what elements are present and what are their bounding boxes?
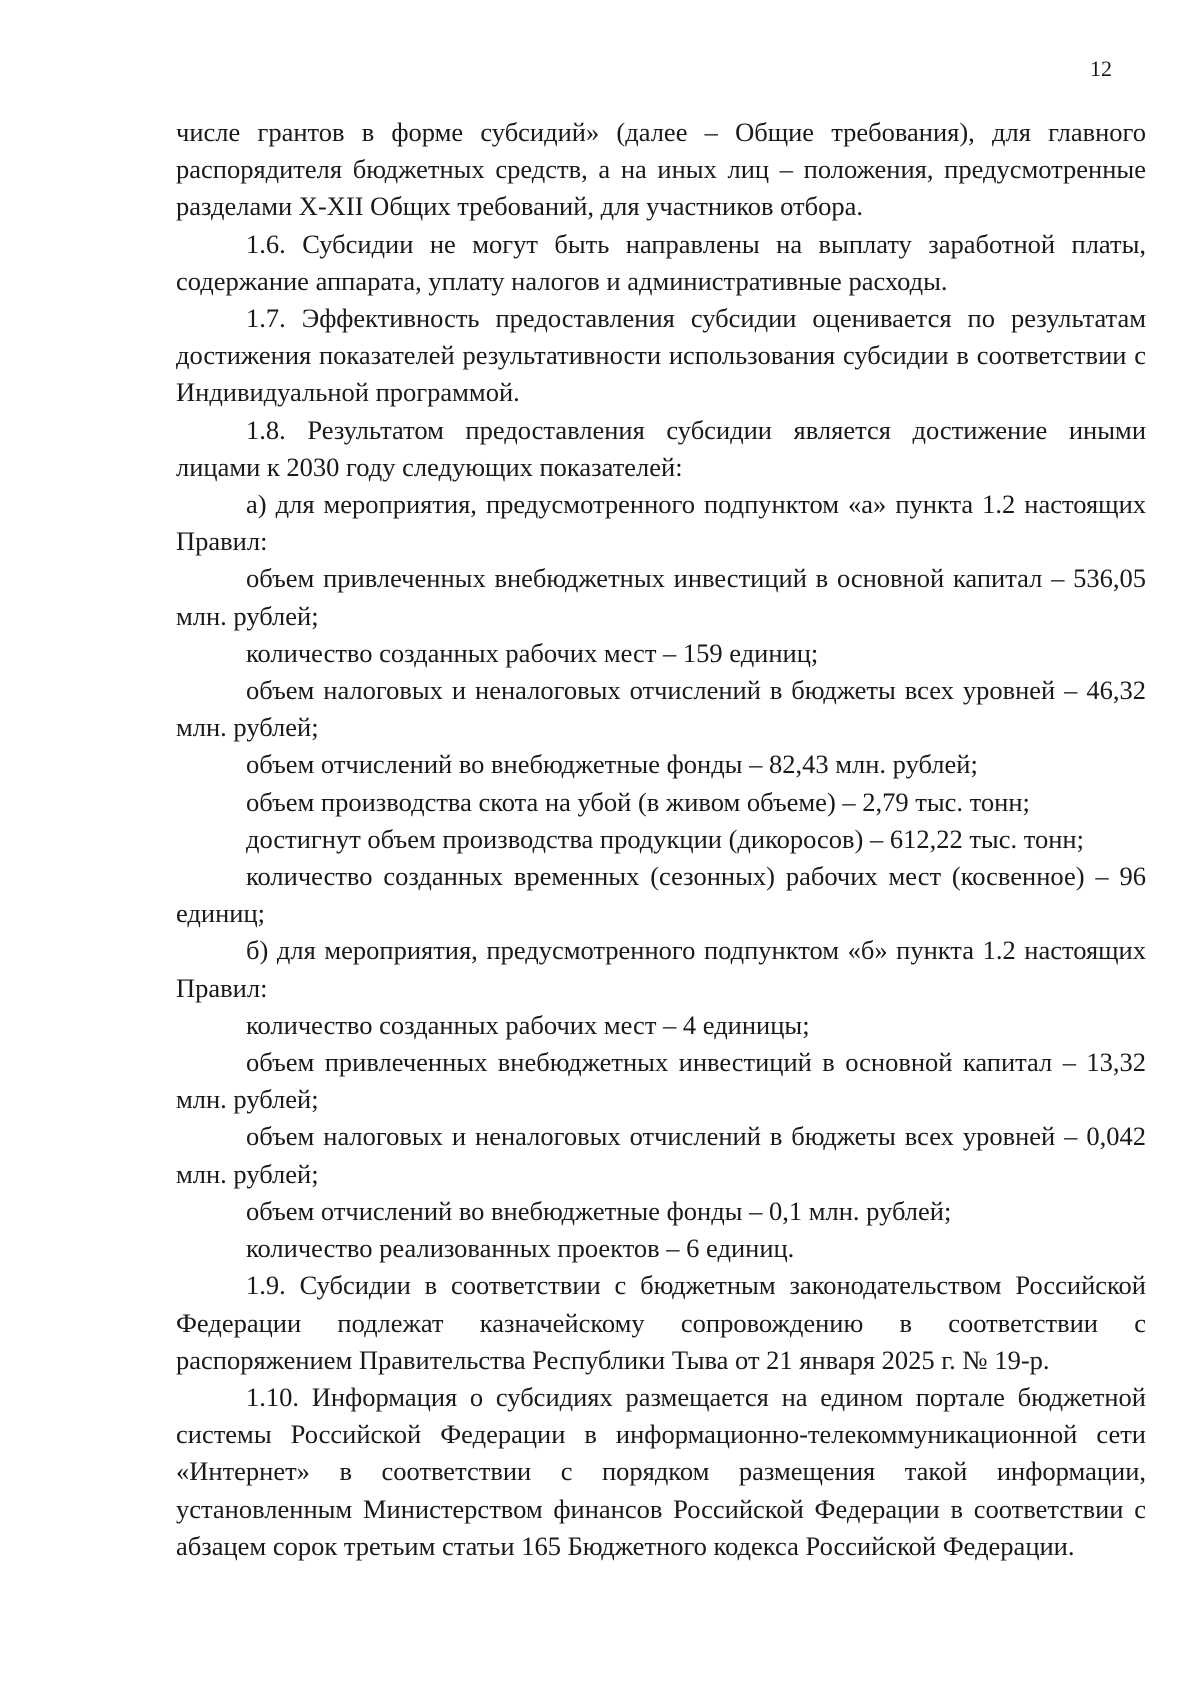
subitem-a-heading: а) для мероприятия, предусмотренного подпунктом «а» пункта 1.2 настоящих Правил:	[176, 489, 1146, 557]
subitem-b-heading: б) для мероприятия, предусмотренного подпунктом «б» пункта 1.2 настоящих Правил:	[176, 935, 1146, 1003]
page-number: 12	[1090, 56, 1112, 81]
indicator-item: объем отчислений во внебюджетные фонды – 0,1 млн. рублей;	[246, 1195, 952, 1226]
indicator-item: объем налоговых и неналоговых отчислений в бюджеты всех уровней – 46,32 млн. рублей;	[176, 675, 1146, 743]
paragraph-1-7: 1.7. Эффективность предоставления субсидии оценивается по результатам достижения показателей результативности использования субсидии в соответствии с Индивидуальной программой.	[176, 303, 1146, 408]
indicator-item: количество созданных рабочих мест – 159 единиц;	[246, 637, 819, 668]
indicator-item: объем налоговых и неналоговых отчислений в бюджеты всех уровней – 0,042 млн. рублей;	[176, 1121, 1146, 1189]
indicator-item: количество созданных временных (сезонных) рабочих мест (косвенное) – 96 единиц;	[176, 861, 1146, 929]
paragraph-1-8: 1.8. Результатом предоставления субсидии является достижение иными лицами к 2030 году следующих показателей:	[176, 414, 1146, 482]
paragraph-1-10: 1.10. Информация о субсидиях размещается на едином портале бюджетной системы Российской Федерации в информационно-телекоммуникационной сети «Интернет» в соответствии с порядком размещения такой информации, установленным Министерством финансов Российской Федерации в соответствии с абзацем сорок третьим статьи 165 Бюджетного кодекса Российской Федерации.	[176, 1381, 1146, 1561]
document-body	[176, 114, 1146, 1565]
indicator-item: объем привлеченных внебюджетных инвестиций в основной капитал – 13,32 млн. рублей;	[176, 1047, 1146, 1115]
indicator-item: объем отчислений во внебюджетные фонды – 82,43 млн. рублей;	[246, 749, 978, 780]
indicator-item: достигнут объем производства продукции (дикоросов) – 612,22 тыс. тонн;	[246, 823, 1084, 854]
paragraph-continuation: числе грантов в форме субсидий» (далее – Общие требования), для главного распорядителя бюджетных средств, а на иных лиц – положения, предусмотренные разделами X-XII Общих требований, для участников отбора.	[176, 117, 1146, 222]
indicator-item: объем привлеченных внебюджетных инвестиций в основной капитал – 536,05 млн. рублей;	[176, 563, 1146, 631]
indicator-item: количество созданных рабочих мест – 4 единицы;	[246, 1009, 810, 1040]
paragraph-1-6: 1.6. Субсидии не могут быть направлены на выплату заработной платы, содержание аппарата, уплату налогов и административные расходы.	[176, 228, 1146, 296]
paragraph-1-9: 1.9. Субсидии в соответствии с бюджетным законодательством Российской Федерации подлежат казначейскому сопровождению в соответствии с распоряжением Правительства Республики Тыва от 21 января 2025 г. № 19-р.	[176, 1270, 1146, 1375]
indicator-item: объем производства скота на убой (в живом объеме) – 2,79 тыс. тонн;	[246, 786, 1030, 817]
indicator-item: количество реализованных проектов – 6 единиц.	[246, 1233, 795, 1264]
